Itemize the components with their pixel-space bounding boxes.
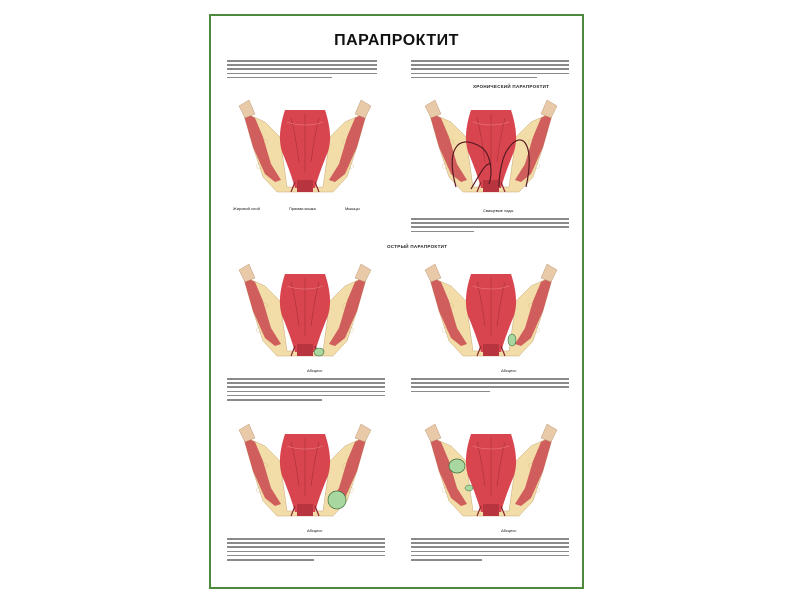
diagram-panel-ischiorectal (225, 416, 385, 526)
ischiorectal-abscess-illustration (225, 416, 385, 526)
submucosal-abscess-illustration (411, 256, 571, 366)
label-abscess-2: Абсцесс (501, 368, 517, 373)
submucosal-description (411, 378, 569, 395)
intro-text-left (227, 60, 377, 81)
diagram-panel-subcutaneous (225, 256, 385, 366)
label-abscess-1: Абсцесс (307, 368, 323, 373)
label-rectum: Прямая кишка (289, 206, 316, 211)
section-chronic-title: ХРОНИЧЕСКИЙ ПАРАПРОКТИТ (473, 84, 550, 89)
section-acute-title: ОСТРЫЙ ПАРАПРОКТИТ (387, 244, 448, 249)
diagram-panel-submucosal (411, 256, 571, 366)
pelviorectal-abscess-illustration (411, 416, 571, 526)
label-abscess-3: Абсцесс (307, 528, 323, 533)
anatomy-illustration (225, 92, 385, 202)
diagram-panel-anatomy (225, 92, 385, 202)
chronic-description (411, 218, 569, 235)
label-fistulas: Свищевые ходы (483, 208, 514, 213)
label-abscess-4: Абсцесс (501, 528, 517, 533)
label-muscle: Мышцы (345, 206, 360, 211)
subcutaneous-abscess-illustration (225, 256, 385, 366)
poster-title: ПАРАПРОКТИТ (334, 32, 459, 49)
fistula-illustration (411, 92, 571, 202)
intro-text-right (411, 60, 569, 81)
ischiorectal-description (227, 538, 385, 563)
diagram-panel-fistulas (411, 92, 571, 202)
diagram-panel-pelviorectal (411, 416, 571, 526)
poster (209, 14, 584, 589)
subcutaneous-description (227, 378, 385, 403)
pelviorectal-description (411, 538, 569, 563)
label-fat-layer: Жировой слой (233, 206, 260, 211)
